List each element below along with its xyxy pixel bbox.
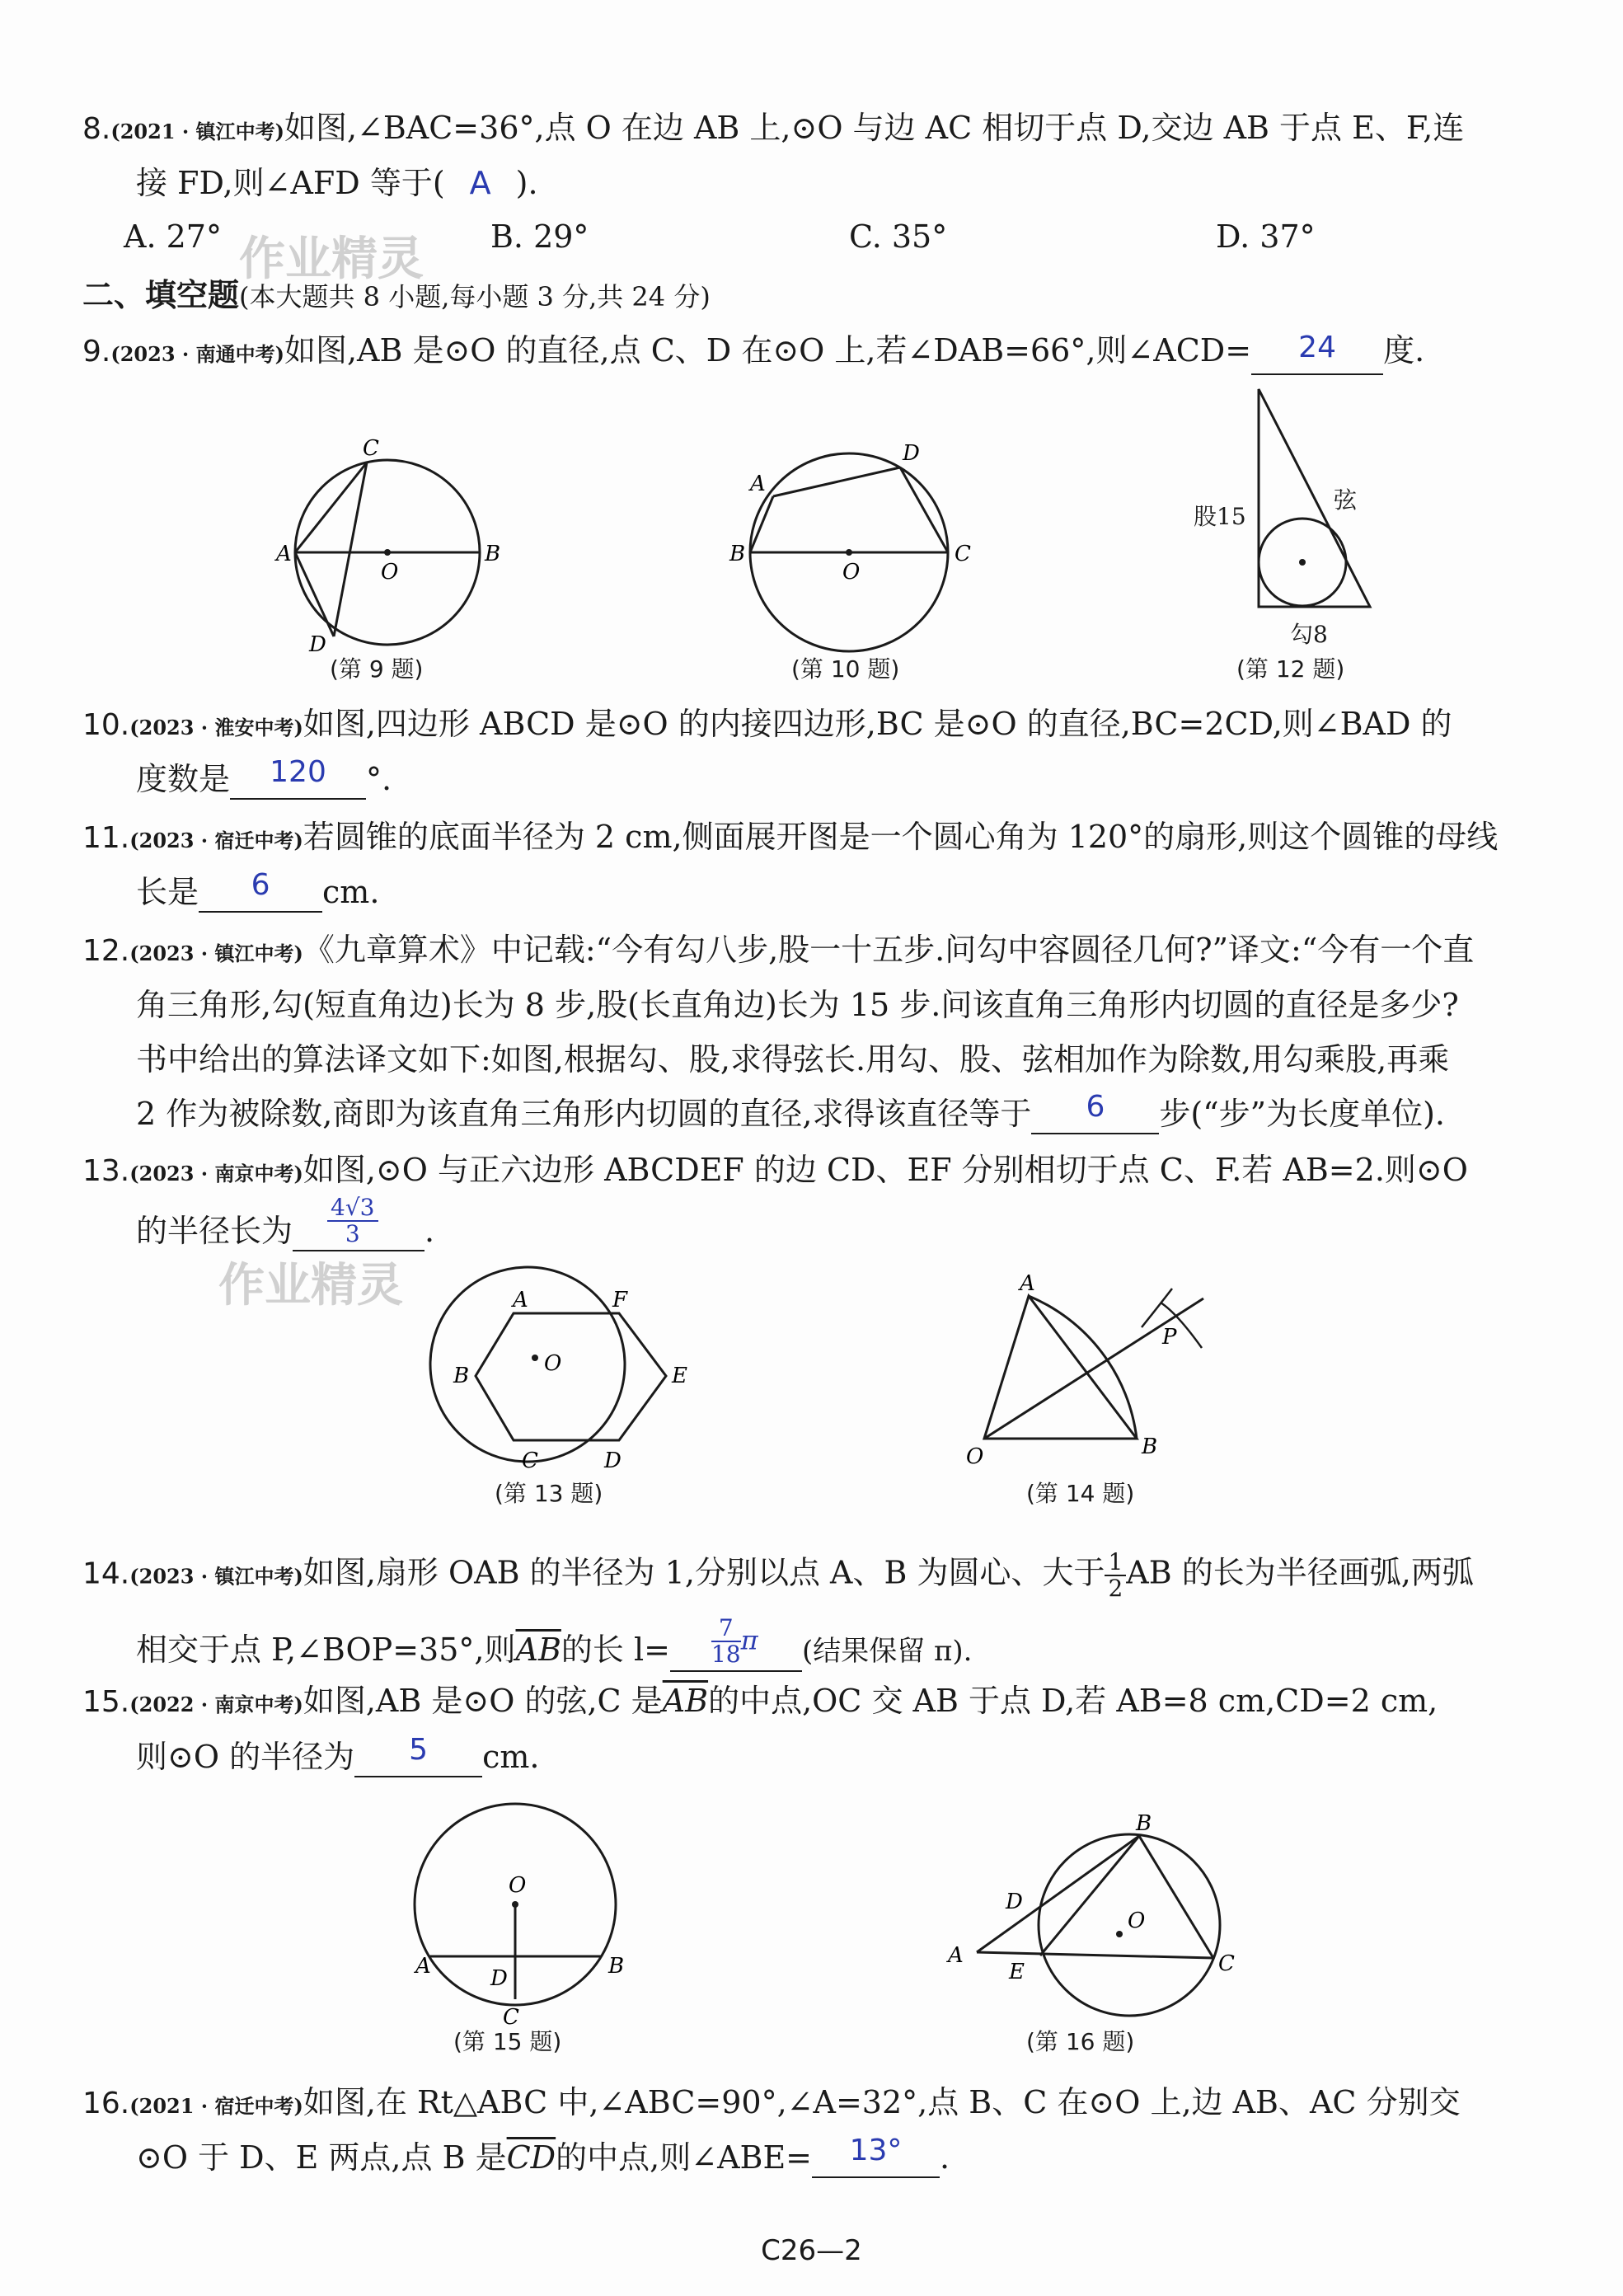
figure-14 [956,1265,1228,1480]
q10-answer: 120 [270,755,326,789]
q14-half [1105,1550,1126,1601]
svg-text:B: B [729,542,746,566]
q14-source: (2023 · 镇江中考) [129,1564,303,1589]
q16-number: 16. [82,2087,130,2120]
q15-answer: 5 [409,1733,429,1767]
q12-text2: 角三角形,勾(短直角边)长为 8 步,股(长直角边)长为 15 步.问该直角三角形内切圆的直径是多少? [136,987,1459,1023]
q8-option-c: C. 35° [849,218,948,255]
svg-text:B: B [485,542,501,566]
q14-answer-pi: π [740,1624,758,1656]
figure-13-caption: (第 13 题) [495,1480,603,1507]
svg-text:C: C [955,542,971,566]
q12-text4a: 2 作为被除数,商即为该直角三角形内切圆的直径,求得该直径等于 [136,1096,1032,1132]
q14-line2 [136,1614,973,1672]
q9-text: 如图,AB 是⊙O 的直径,点 C、D 在⊙O 上,若∠DAB=66°,则∠ACD= [284,332,1252,369]
q8-option-d: D. 37° [1216,218,1316,255]
svg-text:F: F [612,1288,628,1312]
q10-tail: °. [366,761,392,797]
q14-number: 14. [82,1556,130,1591]
q16-arc-cd: $\overline{CD}$ [506,2139,556,2176]
figure-15 [404,1793,635,2030]
svg-text:D: D [309,632,326,657]
q12-line2 [136,984,1459,1026]
svg-text:A: A [750,472,766,496]
q12-line1 [82,929,1474,974]
q14-half-denominator: 2 [1108,1575,1123,1602]
q8-text2b: ). [515,165,538,201]
q10-text1: 如图,四边形 ABCD 是⊙O 的内接四边形,BC 是⊙O 的直径,BC=2CD,则∠BAD 的 [303,706,1452,742]
q14-line1 [82,1550,1474,1601]
figure-10-caption: (第 10 题) [791,655,900,683]
q9-line [82,330,1424,375]
svg-text:O: O [544,1351,562,1376]
figure-12-xian-label: 弦 [1334,486,1358,514]
q12-text1: 《九章算术》中记载:“今有勾八步,股一十五步.问勾中容圆径几何?”译文:“今有一个直 [303,932,1475,968]
q14-text1b: AB 的长为半径画弧,两弧 [1126,1554,1474,1591]
section2-heading [82,275,711,317]
q13-source: (2023 · 南京中考) [129,1162,303,1186]
q15-line2 [136,1733,540,1777]
svg-text:A: A [1020,1271,1035,1296]
q12-line4 [136,1090,1446,1134]
svg-text:D: D [1006,1890,1023,1914]
q8-option-a: A. 27° [124,218,222,255]
svg-text:B: B [453,1364,470,1388]
figure-12-gu-label: 股15 [1194,503,1246,530]
section2-note: (本大题共 8 小题,每小题 3 分,共 24 分) [239,281,711,312]
svg-text:O: O [1128,1909,1146,1933]
q14-arc-ab: $\overline{AB}$ [515,1632,561,1668]
section2-title: 二、填空题 [82,277,240,313]
svg-text:E: E [672,1364,687,1388]
q13-line1 [82,1149,1468,1195]
q14-text2b: 的长 l= [561,1632,670,1668]
q14-answer-fraction [711,1616,741,1667]
q14-answer-numerator: 7 [711,1616,741,1642]
q16-text2b: 的中点,则∠ABE= [556,2139,813,2176]
q9-tail: 度. [1383,332,1425,369]
figure-10 [725,429,989,651]
watermark: 作业精灵 [239,232,424,286]
q16-line1 [82,2082,1461,2127]
q12-answer-blank [1031,1090,1159,1134]
q12-line3 [136,1039,1449,1080]
q13-number: 13. [82,1154,130,1188]
q10-line1 [82,703,1452,749]
q14-answer [711,1616,758,1667]
svg-text:O: O [381,560,399,585]
q8-answer: A [469,165,491,201]
q15-text1b: 的中点,OC 交 AB 于点 D,若 AB=8 cm,CD=2 cm, [708,1683,1438,1719]
q13-line2 [136,1194,435,1251]
q8-source: (2021 · 镇江中考) [110,120,284,143]
q13-text2a: 的半径长为 [136,1213,293,1249]
figure-9 [272,429,519,657]
q11-text1: 若圆锥的底面半径为 2 cm,侧面展开图是一个圆心角为 120°的扇形,则这个圆锥的母线 [303,819,1499,855]
q16-tail: . [940,2139,950,2176]
svg-text:B: B [1142,1434,1158,1459]
q15-arc-ab: $\overline{AB}$ [662,1683,709,1719]
q10-number: 10. [82,708,130,742]
q15-text1a: 如图,AB 是⊙O 的弦,C 是 [303,1683,663,1719]
q16-answer: 13° [849,2134,903,2167]
q13-tail: . [425,1213,435,1249]
q16-answer-blank [812,2134,940,2178]
svg-text:D: D [903,441,920,466]
figure-14-caption: (第 14 题) [1026,1480,1135,1507]
q11-tail: cm. [322,874,380,910]
q10-source: (2023 · 淮安中考) [129,716,303,740]
svg-text:B: B [1136,1811,1152,1836]
q11-answer: 6 [251,868,270,902]
svg-text:D: D [604,1448,622,1473]
q11-text2a: 长是 [136,874,199,910]
svg-text:C: C [363,436,379,461]
svg-text:A: A [276,542,292,566]
page-number: C26—2 [761,2234,862,2267]
q16-line2 [136,2134,950,2178]
q12-text3: 书中给出的算法译文如下:如图,根据勾、股,求得弦长.用勾、股、弦相加作为除数,用勾乘股,再乘 [136,1041,1450,1078]
q16-text2a: ⊙O 于 D、E 两点,点 B 是 [136,2139,507,2176]
q15-tail: cm. [482,1739,540,1775]
q8-line2 [136,162,538,204]
q12-tail: 步(“步”为长度单位). [1159,1096,1446,1132]
svg-text:P: P [1162,1325,1177,1350]
q9-answer: 24 [1298,331,1336,364]
svg-text:A: A [513,1288,528,1312]
q14-text2a: 相交于点 P,∠BOP=35°,则 [136,1632,516,1668]
q12-answer: 6 [1086,1090,1105,1124]
q14-half-numerator: 1 [1105,1550,1126,1576]
q13-answer-denominator: 3 [345,1220,360,1247]
svg-text:C: C [1218,1951,1235,1976]
q8-text2a: 接 FD,则∠AFD 等于( [136,165,445,201]
q11-line1 [82,816,1498,862]
q14-tail: (结果保留 π). [801,1635,973,1668]
svg-text:C: C [503,2005,519,2030]
watermark: 作业精灵 [218,1259,403,1312]
q13-answer-numerator: 4√3 [327,1195,378,1222]
q10-answer-blank [230,755,366,800]
svg-text:E: E [1009,1960,1025,1984]
svg-text:B: B [608,1954,625,1979]
q8-number: 8. [82,112,111,146]
q10-line2 [136,755,392,800]
figure-9-caption: (第 9 题) [330,655,424,683]
q9-source: (2023 · 南通中考) [110,342,284,366]
q11-line2 [136,868,380,913]
q8-text1: 如图,∠BAC=36°,点 O 在边 AB 上,⊙O 与边 AC 相切于点 D,交边 AB 于点 E、F,连 [284,110,1465,146]
svg-text:O: O [966,1444,984,1469]
q11-source: (2023 · 宿迁中考) [129,829,303,852]
q14-answer-denominator: 18 [711,1641,741,1668]
q10-text2a: 度数是 [136,761,231,797]
svg-text:O: O [509,1873,527,1898]
q13-answer [327,1195,378,1247]
q15-source: (2022 · 南京中考) [129,1693,303,1716]
q12-number: 12. [82,934,130,968]
svg-text:A: A [415,1954,431,1979]
q16-source: (2021 · 宿迁中考) [129,2094,303,2118]
svg-text:O: O [842,560,861,585]
q14-answer-blank [670,1614,802,1672]
q13-text1: 如图,⊙O 与正六边形 ABCDEF 的边 CD、EF 分别相切于点 C、F.若 AB=2.则⊙O [303,1152,1468,1188]
q14-text1a: 如图,扇形 OAB 的半径为 1,分别以点 A、B 为圆心、大于 [303,1554,1105,1591]
q11-number: 11. [82,821,130,855]
q11-answer-blank [199,868,322,913]
svg-text:C: C [522,1448,538,1473]
q13-answer-blank [293,1194,425,1251]
q9-number: 9. [82,335,111,369]
q8-option-b: B. 29° [490,218,589,255]
figure-16-caption: (第 16 题) [1026,2028,1135,2055]
figure-15-caption: (第 15 题) [453,2028,562,2055]
q8-line1 [82,107,1464,153]
q15-text2a: 则⊙O 的半径为 [136,1739,355,1775]
svg-text:D: D [490,1966,508,1991]
q12-source: (2023 · 镇江中考) [129,941,303,965]
q15-answer-blank [354,1733,482,1777]
figure-12-caption: (第 12 题) [1236,655,1345,683]
q9-answer-blank [1251,331,1383,375]
q15-line1 [82,1680,1438,1726]
figure-12-gou-label: 勾8 [1290,621,1328,648]
figure-13 [433,1278,687,1480]
figure-16 [940,1811,1253,2028]
q16-text1: 如图,在 Rt△ABC 中,∠ABC=90°,∠A=32°,点 B、C 在⊙O 上,边 AB、AC 分别交 [303,2084,1461,2120]
q15-number: 15. [82,1685,130,1719]
svg-text:A: A [948,1943,964,1968]
